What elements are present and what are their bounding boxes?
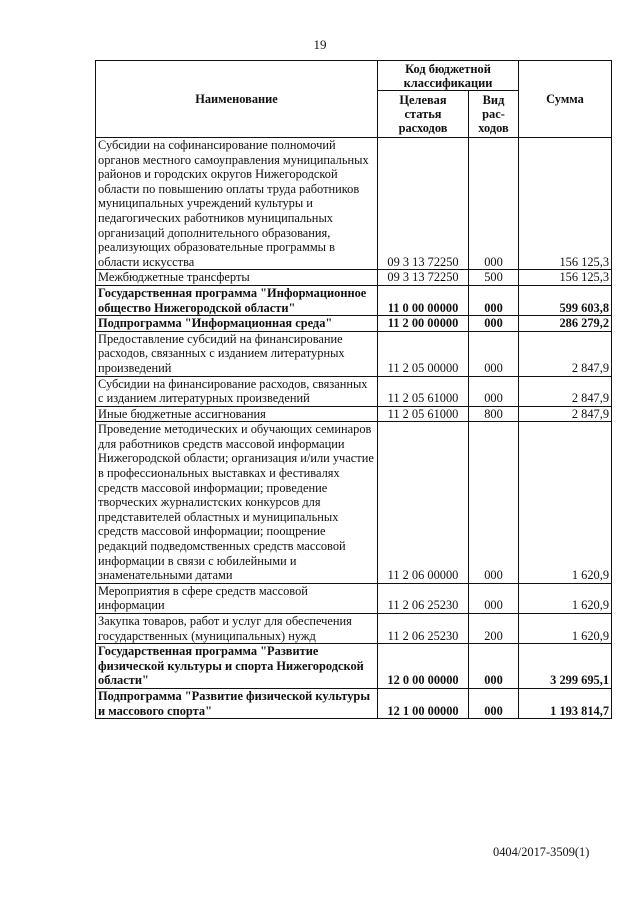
column-header-target-article: Целевая статья расходов	[378, 91, 469, 138]
row-sum-cell: 2 847,9	[519, 331, 612, 376]
row-name-cell: Субсидии на финансирование расходов, связанных с изданием литературных произведений	[96, 376, 378, 406]
row-target-article-cell: 11 2 06 25230	[378, 583, 469, 613]
row-expense-type-cell: 000	[469, 688, 519, 718]
row-name-cell: Иные бюджетные ассигнования	[96, 406, 378, 422]
row-target-article-cell: 12 0 00 00000	[378, 644, 469, 689]
row-sum-cell: 1 193 814,7	[519, 688, 612, 718]
row-expense-type-cell: 000	[469, 285, 519, 315]
table-body	[96, 138, 612, 719]
row-sum-cell: 3 299 695,1	[519, 644, 612, 689]
row-target-article-cell: 11 2 05 00000	[378, 331, 469, 376]
row-name-cell: Межбюджетные трансферты	[96, 270, 378, 286]
row-target-article-cell: 09 3 13 72250	[378, 138, 469, 270]
row-expense-type-cell: 000	[469, 331, 519, 376]
row-name-cell: Государственная программа "Развитие физической культуры и спорта Нижегородской области"	[96, 644, 378, 689]
row-target-article-cell: 09 3 13 72250	[378, 270, 469, 286]
row-sum-cell: 286 279,2	[519, 316, 612, 332]
row-sum-cell: 1 620,9	[519, 583, 612, 613]
row-expense-type-cell: 500	[469, 270, 519, 286]
row-sum-cell: 1 620,9	[519, 614, 612, 644]
table-row	[96, 270, 612, 286]
row-expense-type-cell: 000	[469, 316, 519, 332]
table-row	[96, 406, 612, 422]
budget-table	[95, 60, 612, 719]
row-name-cell: Проведение методических и обучающих семинаров для работников средств массовой информации Нижегородской области; организация и/или участие в профессиональных выставках и фестивалях средств массовой информации; проведение творческих журналистских конкурсов для представителей областных и муниципальных средств массовой информации; поощрение редакций подведомственных средств массовой информации в связи с юбилейными и знаменательными датами	[96, 422, 378, 584]
row-target-article-cell: 12 1 00 00000	[378, 688, 469, 718]
row-expense-type-cell: 000	[469, 138, 519, 270]
row-target-article-cell: 11 2 06 25230	[378, 614, 469, 644]
table-row	[96, 583, 612, 613]
row-sum-cell: 2 847,9	[519, 376, 612, 406]
row-expense-type-cell: 800	[469, 406, 519, 422]
row-target-article-cell: 11 2 00 00000	[378, 316, 469, 332]
table-row	[96, 331, 612, 376]
row-expense-type-cell: 000	[469, 583, 519, 613]
row-sum-cell: 2 847,9	[519, 406, 612, 422]
row-expense-type-cell: 000	[469, 376, 519, 406]
table-row	[96, 316, 612, 332]
column-header-budget-code: Код бюджетной классификации	[378, 61, 519, 91]
row-name-cell: Закупка товаров, работ и услуг для обеспечения государственных (муниципальных) нужд	[96, 614, 378, 644]
row-sum-cell: 156 125,3	[519, 270, 612, 286]
column-header-expense-type: Вид рас-ходов	[469, 91, 519, 138]
page-number: 19	[313, 37, 327, 52]
table-row	[96, 376, 612, 406]
column-header-sum: Сумма	[519, 61, 612, 138]
table-row	[96, 644, 612, 689]
table-row	[96, 422, 612, 584]
row-expense-type-cell: 000	[469, 422, 519, 584]
row-expense-type-cell: 000	[469, 644, 519, 689]
document-code: 0404/2017-3509(1)	[493, 845, 590, 859]
row-name-cell: Субсидии на софинансирование полномочий органов местного самоуправления муниципальных районов и городских округов Нижегородской области по повышению оплаты труда работников муниципальных учреждений культуры и педагогических работников муниципальных организаций дополнительного образования, реализующих образовательные программы в области искусства	[96, 138, 378, 270]
row-name-cell: Мероприятия в сфере средств массовой информации	[96, 583, 378, 613]
row-target-article-cell: 11 2 05 61000	[378, 406, 469, 422]
table-row	[96, 688, 612, 718]
row-target-article-cell: 11 2 05 61000	[378, 376, 469, 406]
column-header-name: Наименование	[96, 61, 378, 138]
row-name-cell: Государственная программа "Информационное общество Нижегородской области"	[96, 285, 378, 315]
row-target-article-cell: 11 2 06 00000	[378, 422, 469, 584]
row-sum-cell: 156 125,3	[519, 138, 612, 270]
header-row-top	[96, 61, 612, 91]
row-sum-cell: 1 620,9	[519, 422, 612, 584]
row-sum-cell: 599 603,8	[519, 285, 612, 315]
row-name-cell: Подпрограмма "Развитие физической культуры и массового спорта"	[96, 688, 378, 718]
row-target-article-cell: 11 0 00 00000	[378, 285, 469, 315]
table-row	[96, 138, 612, 270]
row-expense-type-cell: 200	[469, 614, 519, 644]
row-name-cell: Подпрограмма "Информационная среда"	[96, 316, 378, 332]
table-row	[96, 285, 612, 315]
table-row	[96, 614, 612, 644]
row-name-cell: Предоставление субсидий на финансирование расходов, связанных с изданием литературных произведений	[96, 331, 378, 376]
